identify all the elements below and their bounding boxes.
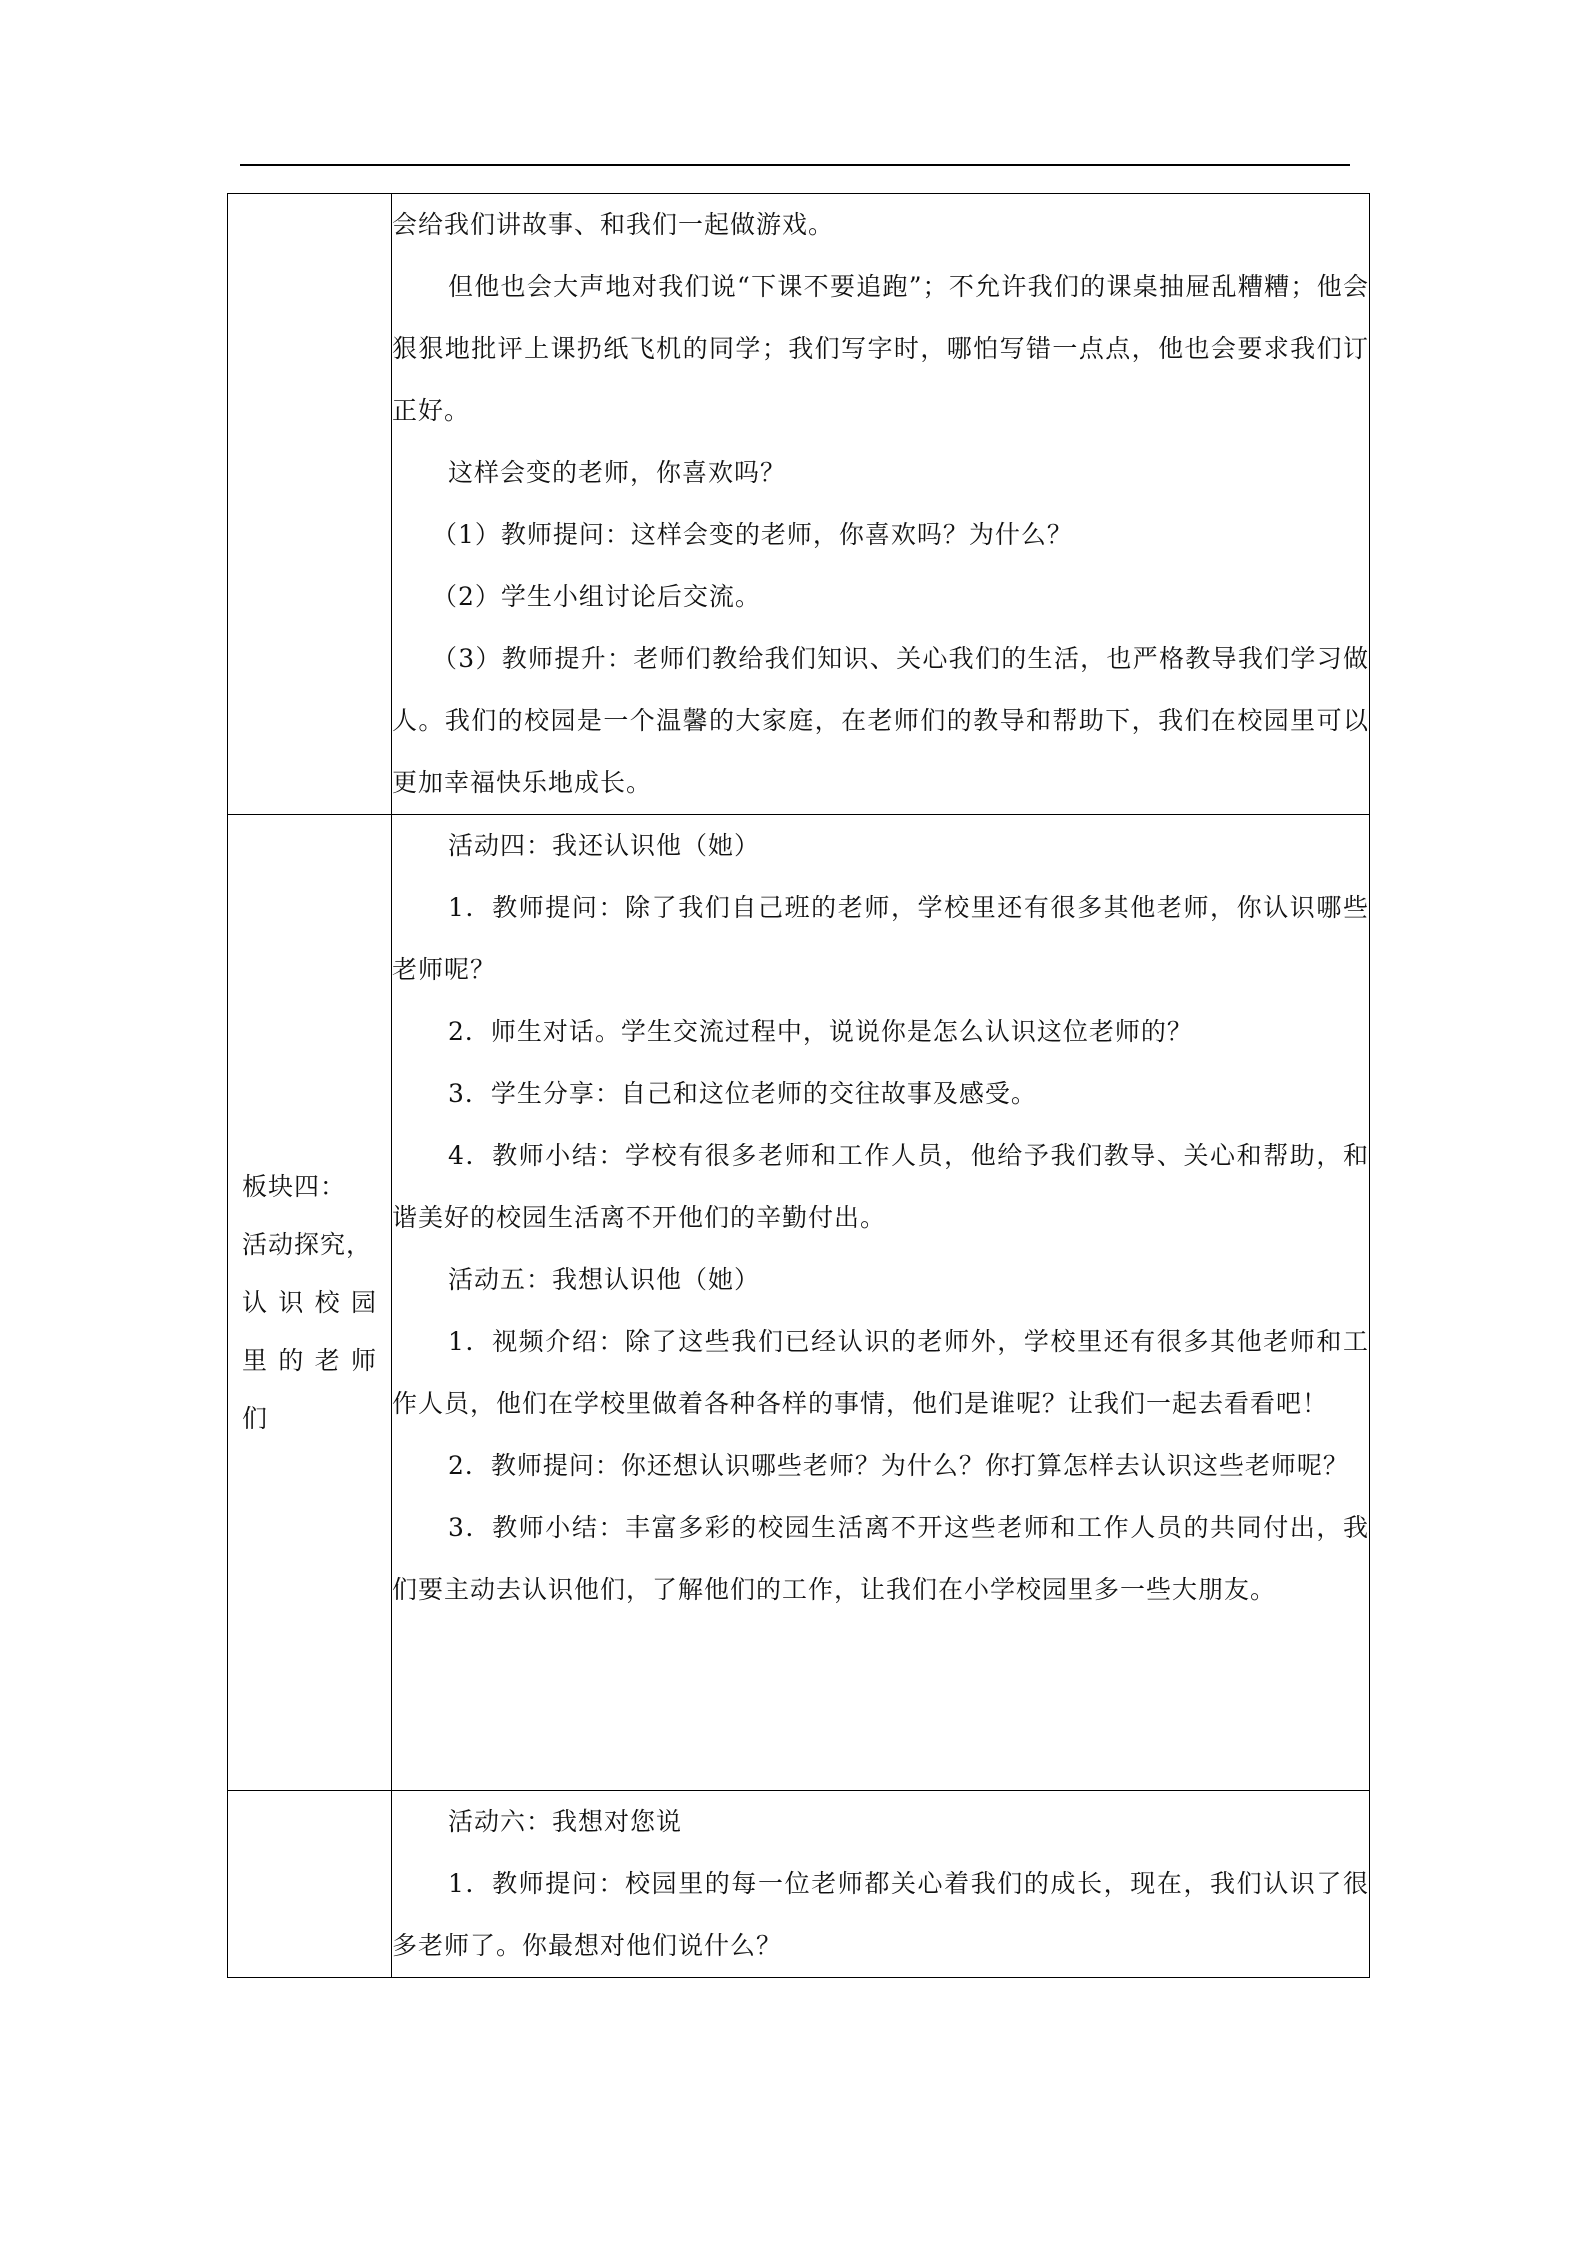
section-label (228, 1158, 391, 1448)
section-label-line: 里的老师 (242, 1345, 377, 1375)
lesson-plan-table (227, 193, 1370, 1978)
section-label-cell (228, 194, 392, 815)
content-cell (392, 194, 1370, 815)
content-cell (392, 815, 1370, 1791)
content-cell (392, 1791, 1370, 1978)
paragraph: 3．教师小结：丰富多彩的校园生活离不开这些老师和工作人员的共同付出，我们要主动去认识他们，了解他们的工作，让我们在小学校园里多一些大朋友。 (392, 1513, 1369, 1604)
paragraph: 1．教师提问：除了我们自己班的老师，学校里还有很多其他老师，你认识哪些老师呢？ (392, 893, 1369, 984)
paragraph: （1）教师提问：这样会变的老师，你喜欢吗？为什么？ (432, 520, 1073, 549)
paragraph: 2．师生对话。学生交流过程中，说说你是怎么认识这位老师的？ (448, 1017, 1193, 1046)
header-rule (240, 164, 1350, 166)
table-row (228, 194, 1370, 815)
paragraph: 会给我们讲故事、和我们一起做游戏。 (392, 210, 835, 239)
section-label-cell (228, 1791, 392, 1978)
paragraph: 1．教师提问：校园里的每一位老师都关心着我们的成长，现在，我们认识了很多老师了。你最想对他们说什么？ (392, 1869, 1369, 1960)
paragraph: 这样会变的老师，你喜欢吗？ (448, 458, 787, 487)
section-label-line: 认识校园 (242, 1287, 377, 1317)
paragraph: （2）学生小组讨论后交流。 (432, 582, 761, 611)
table-row (228, 1791, 1370, 1978)
section-label-line: 们 (242, 1403, 269, 1433)
paragraph: 但他也会大声地对我们说“下课不要追跑”；不允许我们的课桌抽屉乱糟糟；他会狠狠地批评上课扔纸飞机的同学；我们写字时，哪怕写错一点点，他也会要求我们订正好。 (392, 272, 1369, 425)
activity-heading: 活动五：我想认识他（她） (448, 1265, 761, 1294)
paragraph: （3）教师提升：老师们教给我们知识、关心我们的生活，也严格教导我们学习做人。我们的校园是一个温馨的大家庭，在老师们的教导和帮助下，我们在校园里可以更加幸福快乐地成长。 (392, 644, 1369, 797)
paragraph: 3．学生分享：自己和这位老师的交往故事及感受。 (448, 1079, 1037, 1108)
activity-heading: 活动四：我还认识他（她） (448, 831, 761, 860)
activity-heading: 活动六：我想对您说 (448, 1807, 683, 1836)
paragraph: 2．教师提问：你还想认识哪些老师？为什么？你打算怎样去认识这些老师呢？ (448, 1451, 1349, 1480)
paragraph: 4．教师小结：学校有很多老师和工作人员，他给予我们教导、关心和帮助，和谐美好的校园生活离不开他们的辛勤付出。 (392, 1141, 1369, 1232)
paragraph: 1．视频介绍：除了这些我们已经认识的老师外，学校里还有很多其他老师和工作人员，他们在学校里做着各种各样的事情，他们是谁呢？让我们一起去看看吧！ (392, 1327, 1369, 1418)
section-label-line: 活动探究， (242, 1229, 373, 1259)
section-label-cell (228, 815, 392, 1791)
table-row (228, 815, 1370, 1791)
section-label-line: 板块四： (242, 1171, 347, 1201)
